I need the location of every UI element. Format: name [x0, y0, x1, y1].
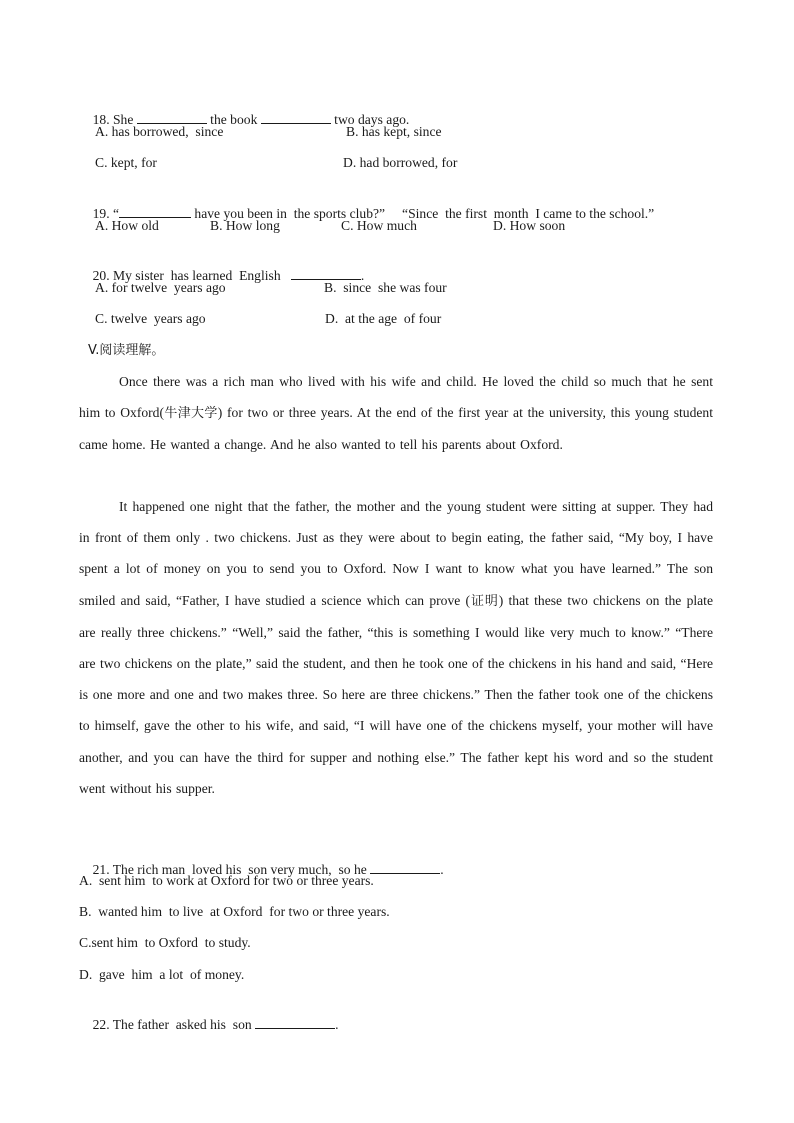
- q22-stem-part1: 22. The father asked his son: [92, 1017, 256, 1032]
- q20-stem-part1: 20. My sister has learned English: [92, 268, 291, 283]
- answer-blank: [137, 110, 207, 124]
- q21-stem-part1: 21. The rich man loved his son very much, so he: [92, 862, 371, 877]
- q18-option-a: A. has borrowed, since: [95, 124, 224, 139]
- passage-paragraph-1: [79, 366, 713, 461]
- q20-option-c: C. twelve years ago: [95, 311, 206, 326]
- passage-p2-chinese: 证明: [470, 593, 499, 609]
- q19-option-c: C. How much: [341, 218, 417, 233]
- q18-option-b: B. has kept, since: [346, 124, 442, 139]
- passage-p2-text: It happened one night that the father, the mother and the young student were sitting at supper. They had in front of them only . two chickens. Just as they were about to begin eating, the father said, “My boy, I have spent a lot of money on you to send you to Oxford. Now I want to know what you have learned.” The son smiled and said, “Father, I have studied a science which can prove (: [79, 499, 713, 608]
- q20-option-b: B. since she was four: [324, 280, 447, 295]
- q19-option-b: B. How long: [210, 218, 280, 233]
- answer-blank: [119, 204, 191, 218]
- passage-p2-text-cont: ) that these two chickens on the plate are really three chickens.” “Well,” said the father, “this is something I would like very much to know.” “There are two chickens on the plate,” said the student, and then he took one of the chickens in his hand and said, “Here is one more and one and two makes three. So here are three chickens.” Then the father took one of the chickens to himself, gave the other to his wife, and said, “I will have one of the chickens myself, your mother will have another, and you can have the third for supper and nothing else.” The father kept his word and so the student went without his supper.: [79, 592, 713, 796]
- q19-option-a: A. How old: [95, 218, 159, 233]
- q21-option-d: D. gave him a lot of money.: [79, 967, 245, 982]
- q18-stem-part2: the book: [206, 112, 261, 127]
- q18-stem-part3: two days ago.: [330, 112, 410, 127]
- q21-stem-part2: .: [440, 862, 444, 877]
- answer-blank: [291, 266, 361, 280]
- passage-p1-text: Once there was a rich man who lived with his wife and child. He loved the child so much that he sent him to Oxford(: [79, 374, 713, 421]
- q20-option-d: D. at the age of four: [325, 311, 442, 326]
- q19-stem-part2: have you been in the sports club?” “Since the first month I came to the school.”: [191, 206, 655, 221]
- answer-blank: [261, 110, 331, 124]
- question-22-stem: [79, 997, 338, 1052]
- passage-p1-text-cont: ) for two or three years. At the end of the first year at the university, this young student came home. He wanted a change. And he also wanted to tell his parents about Oxford.: [79, 405, 713, 453]
- q21-option-c: C.sent him to Oxford to study.: [79, 935, 251, 950]
- q22-stem-part2: .: [335, 1017, 339, 1032]
- passage-p1-chinese: 牛津大学: [164, 406, 218, 422]
- q19-option-d: D. How soon: [493, 218, 566, 233]
- q19-stem-part1: 19. “: [92, 206, 120, 221]
- q18-stem-part1: 18. She: [92, 112, 137, 127]
- passage-paragraph-2: [79, 491, 713, 804]
- q20-stem-part2: .: [360, 268, 365, 283]
- q20-option-a: A. for twelve years ago: [95, 280, 226, 295]
- q21-option-b: B. wanted him to live at Oxford for two or three years.: [79, 904, 390, 919]
- section-title: V.阅读理解。: [88, 343, 165, 358]
- q18-option-c: C. kept, for: [95, 155, 157, 170]
- answer-blank: [255, 1015, 335, 1029]
- q18-option-d: D. had borrowed, for: [343, 155, 458, 170]
- q21-option-a: A. sent him to work at Oxford for two or three years.: [79, 873, 374, 888]
- answer-blank: [370, 860, 440, 874]
